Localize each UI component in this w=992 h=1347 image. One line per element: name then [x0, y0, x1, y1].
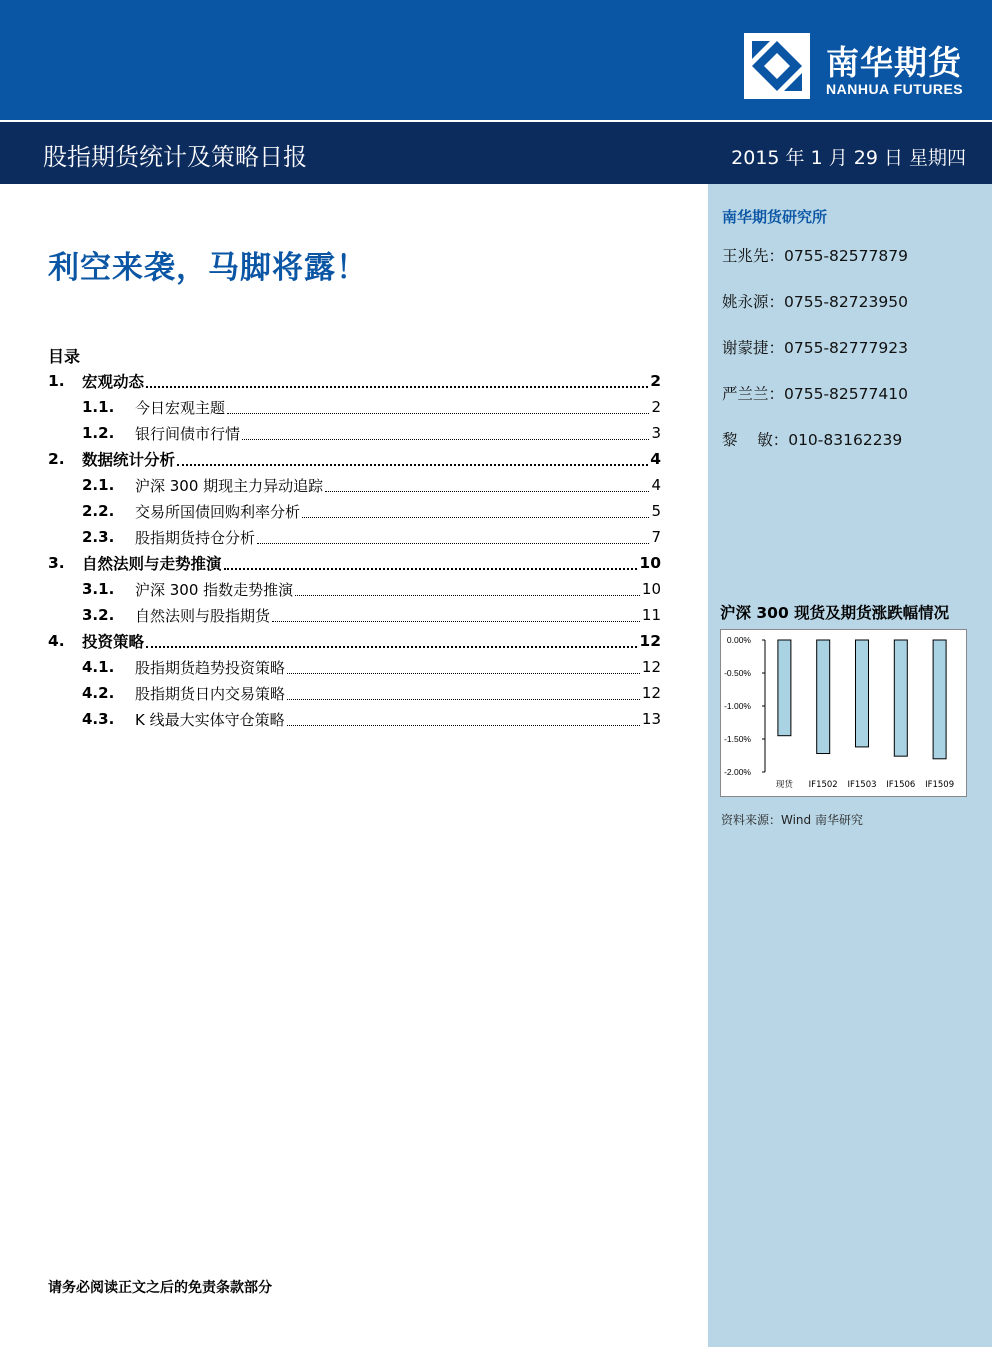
toc-entry[interactable] — [48, 602, 661, 628]
logo-chinese-text: 南华期货 — [826, 43, 962, 82]
chart-canvas — [721, 630, 966, 796]
toc-entry-text: 今日宏观主题 — [135, 398, 226, 417]
toc-entry-number: 2.2. — [82, 502, 115, 520]
y-tick-label: -0.50% — [724, 668, 751, 678]
toc-entry-number: 4.2. — [82, 684, 115, 702]
page-headline: 利空来袭，马脚将露！ — [48, 250, 368, 286]
toc-entry-number: 3.2. — [82, 606, 115, 624]
toc-entry-text: 宏观动态 — [82, 373, 145, 391]
bar — [894, 640, 907, 756]
toc-entry-page: 12 — [639, 632, 661, 650]
y-tick-label: -1.00% — [724, 701, 751, 711]
bar — [817, 640, 830, 754]
contact-item: 严兰兰：0755-82577410 — [722, 385, 908, 403]
toc-dot-leader — [146, 646, 637, 648]
toc-entry-text: 股指期货持仓分析 — [135, 528, 256, 547]
toc-dot-leader — [295, 595, 640, 596]
toc-entry-page: 11 — [641, 606, 661, 624]
toc-dot-leader — [242, 439, 649, 440]
toc-entry-page: 2 — [651, 398, 661, 416]
toc-dot-leader — [146, 386, 648, 388]
contact-item: 王兆先：0755-82577879 — [722, 247, 908, 265]
y-tick-label: -1.50% — [724, 734, 751, 744]
toc-dot-leader — [302, 517, 649, 518]
toc-entry-number: 4.1. — [82, 658, 115, 676]
x-tick-label: IF1506 — [886, 780, 916, 790]
toc-dot-leader — [227, 413, 649, 414]
nanhua-logo — [744, 33, 980, 99]
toc-dot-leader — [257, 543, 649, 544]
toc-dot-leader — [287, 699, 640, 700]
toc-entry-text: 股指期货日内交易策略 — [135, 684, 286, 703]
logo-english-text: NANHUA FUTURES — [826, 81, 964, 97]
toc-entry[interactable] — [48, 498, 661, 524]
toc-title: 目录 — [48, 347, 81, 366]
toc-entry-number: 4.3. — [82, 710, 115, 728]
toc-entry-text: 沪深 300 指数走势推演 — [135, 580, 294, 599]
toc-entry[interactable] — [48, 680, 661, 706]
toc-entry-number: 1.2. — [82, 424, 115, 442]
bar — [933, 640, 946, 759]
toc-dot-leader — [224, 568, 638, 570]
report-name: 股指期货统计及策略日报 — [43, 143, 307, 171]
toc-entry-number: 2.1. — [82, 476, 115, 494]
chart-source: 资料来源：Wind 南华研究 — [721, 813, 863, 827]
toc-entry-number: 3. — [48, 554, 65, 572]
toc-entry-text: 投资策略 — [82, 633, 145, 651]
toc-entry-text: 交易所国债回购利率分析 — [135, 502, 301, 521]
x-tick-label: IF1502 — [808, 780, 838, 790]
toc-entry-page: 5 — [651, 502, 661, 520]
toc-entry-page: 4 — [651, 476, 661, 494]
toc-entry-page: 10 — [641, 580, 661, 598]
toc-entry-number: 3.1. — [82, 580, 115, 598]
toc-entry-page: 3 — [651, 424, 661, 442]
toc-entry-text: 自然法则与股指期货 — [135, 606, 271, 625]
toc-entry-number: 2. — [48, 450, 65, 468]
toc-entry[interactable] — [48, 654, 661, 680]
toc-entry-text: 自然法则与走势推演 — [82, 555, 222, 573]
toc-dot-leader — [272, 621, 640, 622]
disclaimer: 请务必阅读正文之后的免责条款部分 — [48, 1280, 272, 1296]
toc-entry[interactable] — [48, 368, 661, 394]
toc-entry-page: 12 — [641, 684, 661, 702]
toc-entry[interactable] — [48, 524, 661, 550]
toc-entry-page: 2 — [650, 372, 661, 390]
research-institute-name: 南华期货研究所 — [722, 208, 828, 226]
y-tick-label: -2.00% — [724, 767, 751, 777]
toc-entry[interactable] — [48, 550, 661, 576]
logo-mark-icon — [744, 33, 810, 99]
toc-entry-text: 数据统计分析 — [82, 451, 176, 469]
contact-item: 谢蒙捷：0755-82777923 — [722, 339, 908, 357]
toc-entry[interactable] — [48, 706, 661, 732]
x-tick-label: IF1509 — [925, 780, 955, 790]
toc-entry-page: 10 — [639, 554, 661, 572]
chart-title: 沪深 300 现货及期货涨跌幅情况 — [720, 604, 950, 622]
toc-entry[interactable] — [48, 420, 661, 446]
toc-dot-leader — [287, 725, 640, 726]
bar — [856, 640, 869, 747]
toc-entry[interactable] — [48, 472, 661, 498]
toc-entry[interactable] — [48, 628, 661, 654]
toc-entry-page: 7 — [651, 528, 661, 546]
table-of-contents — [48, 368, 661, 732]
toc-entry-number: 2.3. — [82, 528, 115, 546]
x-tick-label: IF1503 — [847, 780, 877, 790]
toc-entry-text: 股指期货趋势投资策略 — [135, 658, 286, 677]
y-tick-label: 0.00% — [726, 635, 751, 645]
toc-entry-number: 4. — [48, 632, 65, 650]
toc-entry-number: 1.1. — [82, 398, 115, 416]
toc-dot-leader — [325, 491, 649, 492]
toc-entry-text: K 线最大实体守仓策略 — [135, 710, 285, 729]
report-date: 2015 年 1 月 29 日 星期四 — [731, 147, 966, 169]
toc-entry-page: 4 — [650, 450, 661, 468]
toc-entry-text: 银行间债市行情 — [135, 424, 241, 443]
toc-entry[interactable] — [48, 446, 661, 472]
toc-dot-leader — [287, 673, 640, 674]
toc-entry[interactable] — [48, 576, 661, 602]
bar — [778, 640, 791, 736]
toc-entry-number: 1. — [48, 372, 65, 390]
contact-item: 姚永源：0755-82723950 — [722, 293, 908, 311]
toc-entry-page: 13 — [641, 710, 661, 728]
contact-item: 黎 敏：010-83162239 — [722, 431, 903, 449]
toc-entry-text: 沪深 300 期现主力异动追踪 — [135, 476, 324, 495]
toc-dot-leader — [177, 464, 648, 466]
toc-entry[interactable] — [48, 394, 661, 420]
toc-entry-page: 12 — [641, 658, 661, 676]
x-tick-label: 现货 — [775, 780, 793, 790]
bar-chart — [720, 629, 967, 797]
